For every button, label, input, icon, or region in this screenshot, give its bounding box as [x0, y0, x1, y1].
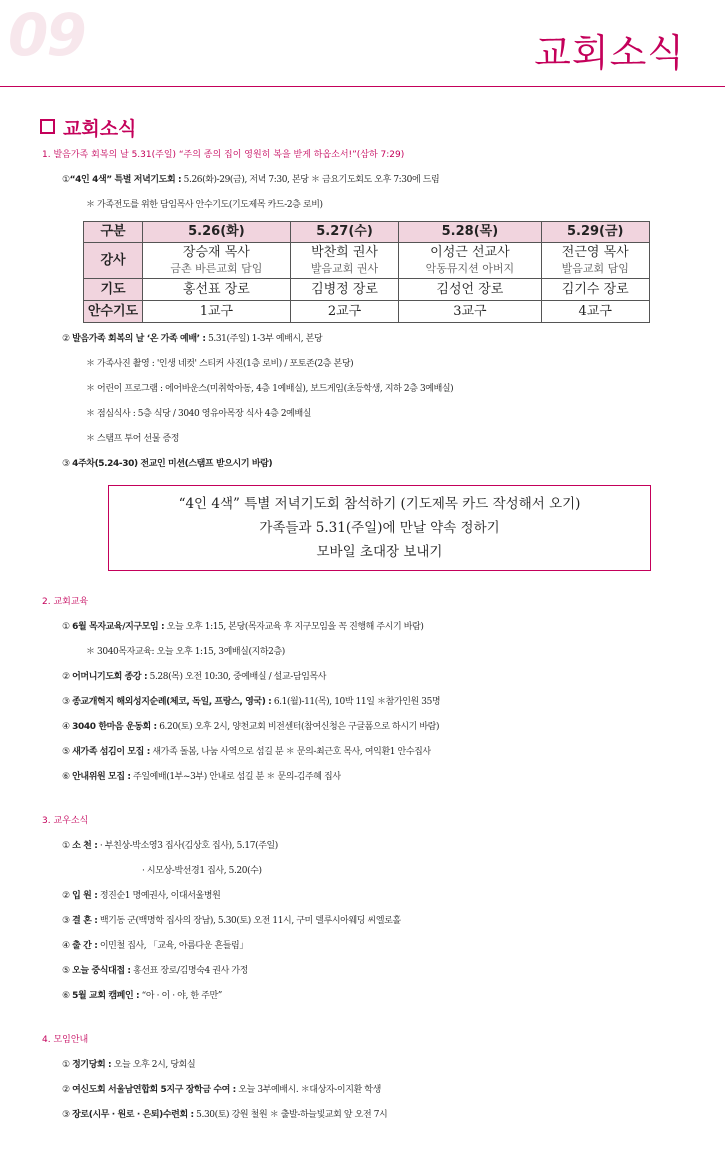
- line-meeting: [62, 1078, 725, 1103]
- header-divider: [0, 86, 725, 87]
- item-bold: 정기당회 :: [72, 1060, 112, 1070]
- item-number: ⑤: [62, 747, 70, 757]
- item-bold: 입 원 :: [72, 891, 98, 901]
- item-text: 오늘 오후 1:15, 본당(목자교육 후 지구모임을 꼭 진행해 주시기 바람): [164, 622, 424, 632]
- item-number: ②: [62, 1085, 70, 1095]
- table-row: [84, 279, 650, 301]
- continuation-line: · 시모상-박선경1 집사, 5.20(수): [142, 866, 262, 876]
- line-family-worship: [62, 327, 725, 352]
- line-member-news: [62, 934, 725, 959]
- line-education: [62, 740, 725, 765]
- item-text: 6.20(토) 오후 2시, 양천교회 비전센터(참여신청은 구글폼으로 하시기 바람): [156, 722, 440, 732]
- item-text: 6.1(월)-11(목), 10박 11일 ＊참가인원 35명: [271, 697, 441, 707]
- item-number: ②: [62, 891, 70, 901]
- line-member-news: [62, 884, 725, 909]
- item-number: ①: [62, 175, 70, 185]
- table-cell: 김성언 장로: [399, 279, 541, 301]
- note-line: ＊ 가족전도를 위한 담임목사 안수기도(기도제목 카드-2층 로비): [86, 200, 323, 210]
- line-member-news: [62, 959, 725, 984]
- note-line: ＊ 어린이 프로그램 : 에어바운스(미취학아동, 4층 1예배실), 보드게임(초등학생, 지하 2층 3예배실): [86, 384, 454, 394]
- item-bold: 6월 목자교육/지구모임 :: [72, 622, 165, 632]
- item-bold: 3040 한마음 운동회 :: [72, 722, 157, 732]
- mission-line: 모바일 초대장 보내기: [316, 544, 443, 560]
- mission-box: [108, 485, 651, 571]
- item-number: ⑥: [62, 991, 70, 1001]
- item-bold: 새가족 섬김이 모집 :: [72, 747, 150, 757]
- speaker-name: 장승재 목사: [182, 244, 250, 260]
- item-text: 정진순1 명예권사, 이대서울병원: [97, 891, 221, 901]
- table-cell: 2교구: [290, 301, 398, 323]
- section-title: [40, 114, 136, 141]
- heading-education: 2. 교회교육: [42, 597, 89, 607]
- item-text: 새가족 돌봄, 나눔 사역으로 섬길 분 ＊ 문의-최근호 목사, 여익환1 안수집사: [149, 747, 431, 757]
- line-member-news: [62, 834, 725, 859]
- table-cell: 1교구: [143, 301, 291, 323]
- spacer: [0, 571, 725, 589]
- heading-member-news: 3. 교우소식: [42, 816, 89, 826]
- heading-family-day: 1. 발음가족 회복의 날 5.31(주일) “주의 종의 집이 영원히 복을 받게 하옵소서!”(삼하 7:29): [42, 150, 405, 160]
- line-education: [62, 665, 725, 690]
- item-number: ①: [62, 1060, 70, 1070]
- item-bold: 소 천 :: [72, 841, 98, 851]
- line-mission: [62, 452, 725, 477]
- line-meeting: [62, 1103, 725, 1128]
- line-prayer-meeting: [62, 168, 725, 193]
- note-line: ＊ 가족사진 촬영 : '인생 네컷' 스티커 사진(1층 로비) / 포토존(2층 본당): [86, 359, 354, 369]
- table-row: [84, 243, 650, 279]
- item-bold: 장로(시무 · 원로 · 은퇴)수련회 :: [72, 1110, 194, 1120]
- item-bold: 어머니기도회 종강 :: [72, 672, 148, 682]
- table-header-cell: 5.27(수): [290, 222, 398, 243]
- item-text: 5.26(화)-29(금), 저녁 7:30, 본당 ＊ 금요기도회도 오후 7:30에 드림: [181, 175, 440, 185]
- item-text: 오늘 오후 2시, 당회실: [111, 1060, 196, 1070]
- line-member-news: [62, 909, 725, 934]
- speaker-name: 이성근 선교사: [430, 244, 510, 260]
- table-cell: 홍선표 장로: [143, 279, 291, 301]
- item-bold: 여신도회 서울남연합회 5지구 장학금 수여 :: [72, 1085, 236, 1095]
- line-meeting: [62, 1053, 725, 1078]
- table-cell: [399, 243, 541, 279]
- item-number: ⑤: [62, 966, 70, 976]
- speaker-name: 박찬희 권사: [311, 244, 378, 260]
- table-cell: [541, 243, 650, 279]
- page-title: 교회소식: [534, 31, 685, 75]
- item-number: ④: [62, 941, 70, 951]
- item-number: ②: [62, 672, 70, 682]
- table-header-cell: 5.28(목): [399, 222, 541, 243]
- item-bold: 종교개혁지 해외성지순례(체코, 독일, 프랑스, 영국) :: [72, 697, 272, 707]
- table-cell: 김병정 장로: [290, 279, 398, 301]
- item-bold: 결 혼 :: [72, 916, 98, 926]
- content: [0, 144, 725, 1128]
- table-cell: 3교구: [399, 301, 541, 323]
- note-line: ＊ 점심식사 : 5층 식당 / 3040 영유아목장 식사 4층 2예배실: [86, 409, 312, 419]
- item-bold: 발음가족 회복의 날 ‘온 가족 예배’ :: [72, 334, 206, 344]
- item-text: 오늘 3부예배시. ＊대상자-이지환 학생: [235, 1085, 381, 1095]
- line-education: [62, 690, 725, 715]
- item-text: 홍선표 장로/김명숙4 권사 가정: [130, 966, 248, 976]
- speaker-role: 발음교회 권사: [310, 261, 379, 275]
- page-number: 09: [8, 1, 85, 69]
- table-header-row: [84, 222, 650, 243]
- item-number: ③: [62, 1110, 70, 1120]
- mission-line: 가족들과 5.31(주일)에 만날 약속 정하기: [259, 520, 500, 536]
- item-text: 주일예배(1부~3부) 안내로 섬길 분 ＊ 문의-김주혜 집사: [130, 772, 341, 782]
- item-text: 이민철 집사, 「교육, 아름다운 흔들림」: [97, 941, 248, 951]
- table-header-cell: 5.26(화): [143, 222, 291, 243]
- spacer: [0, 1009, 725, 1027]
- line-education: [62, 715, 725, 740]
- note-line: ＊ 스탬프 투어 선물 증정: [86, 434, 180, 444]
- line-education: [62, 765, 725, 790]
- item-number: ④: [62, 722, 70, 732]
- item-number: ②: [62, 334, 70, 344]
- section-title-text: 교회소식: [63, 118, 137, 140]
- square-bullet-icon: [40, 119, 55, 134]
- heading-meetings: 4. 모임안내: [42, 1035, 89, 1045]
- item-bold: 출 간 :: [72, 941, 98, 951]
- prayer-schedule-table: [83, 221, 650, 323]
- item-bold: “4인 4색” 특별 저녁기도회 :: [69, 175, 182, 185]
- speaker-role: 발음교회 담임: [561, 261, 629, 275]
- speaker-role: 악동뮤지션 아버지: [425, 261, 515, 275]
- table-row: [84, 301, 650, 323]
- item-number: ⑥: [62, 772, 70, 782]
- table-cell: [290, 243, 398, 279]
- row-label: 안수기도: [84, 301, 143, 323]
- row-label: 기도: [84, 279, 143, 301]
- speaker-name: 전근영 목사: [561, 244, 629, 260]
- item-number: ③: [62, 697, 70, 707]
- note-line: ＊ 3040목자교육: 오늘 오후 1:15, 3예배실(지하2층): [86, 647, 285, 657]
- item-bold: 5월 교회 캠페인 :: [72, 991, 140, 1001]
- item-text: “아 · 이 · 야, 한 주만”: [139, 991, 222, 1001]
- table-header-cell: 구분: [84, 222, 143, 243]
- item-text: · 부친상-박소영3 집사(김상호 집사), 5.17(주일): [97, 841, 278, 851]
- line-member-news: [62, 984, 725, 1009]
- spacer: [0, 790, 725, 808]
- item-number: ③: [62, 459, 70, 469]
- item-text: 5.30(토) 강원 철원 ＊ 출발-하늘빛교회 앞 오전 7시: [193, 1110, 388, 1120]
- speaker-role: 금촌 바른교회 담임: [170, 261, 263, 275]
- line-education: [62, 615, 725, 640]
- table-cell: 김기수 장로: [541, 279, 650, 301]
- item-number: ③: [62, 916, 70, 926]
- mission-line: “4인 4색” 특별 저녁기도회 참석하기 (기도제목 카드 작성해서 오기): [178, 496, 581, 512]
- item-bold: 안내위원 모집 :: [72, 772, 131, 782]
- item-text: 5.28(목) 오전 10:30, 중예배실 / 설교-담임목사: [147, 672, 327, 682]
- item-number: ①: [62, 622, 70, 632]
- row-label: 강사: [84, 243, 143, 279]
- table-header-cell: 5.29(금): [541, 222, 650, 243]
- item-bold: 4주차(5.24-30) 전교인 미션(스탬프 받으시기 바람): [72, 459, 273, 469]
- item-bold: 오늘 중식대접 :: [72, 966, 131, 976]
- table-cell: [143, 243, 291, 279]
- item-number: ①: [62, 841, 70, 851]
- item-text: 백기동 군(백명학 집사의 장남), 5.30(토) 오전 11시, 구미 델루시아웨딩 씨엘로홀: [97, 916, 401, 926]
- table-cell: 4교구: [541, 301, 650, 323]
- item-text: 5.31(주일) 1-3부 예배시, 본당: [205, 334, 323, 344]
